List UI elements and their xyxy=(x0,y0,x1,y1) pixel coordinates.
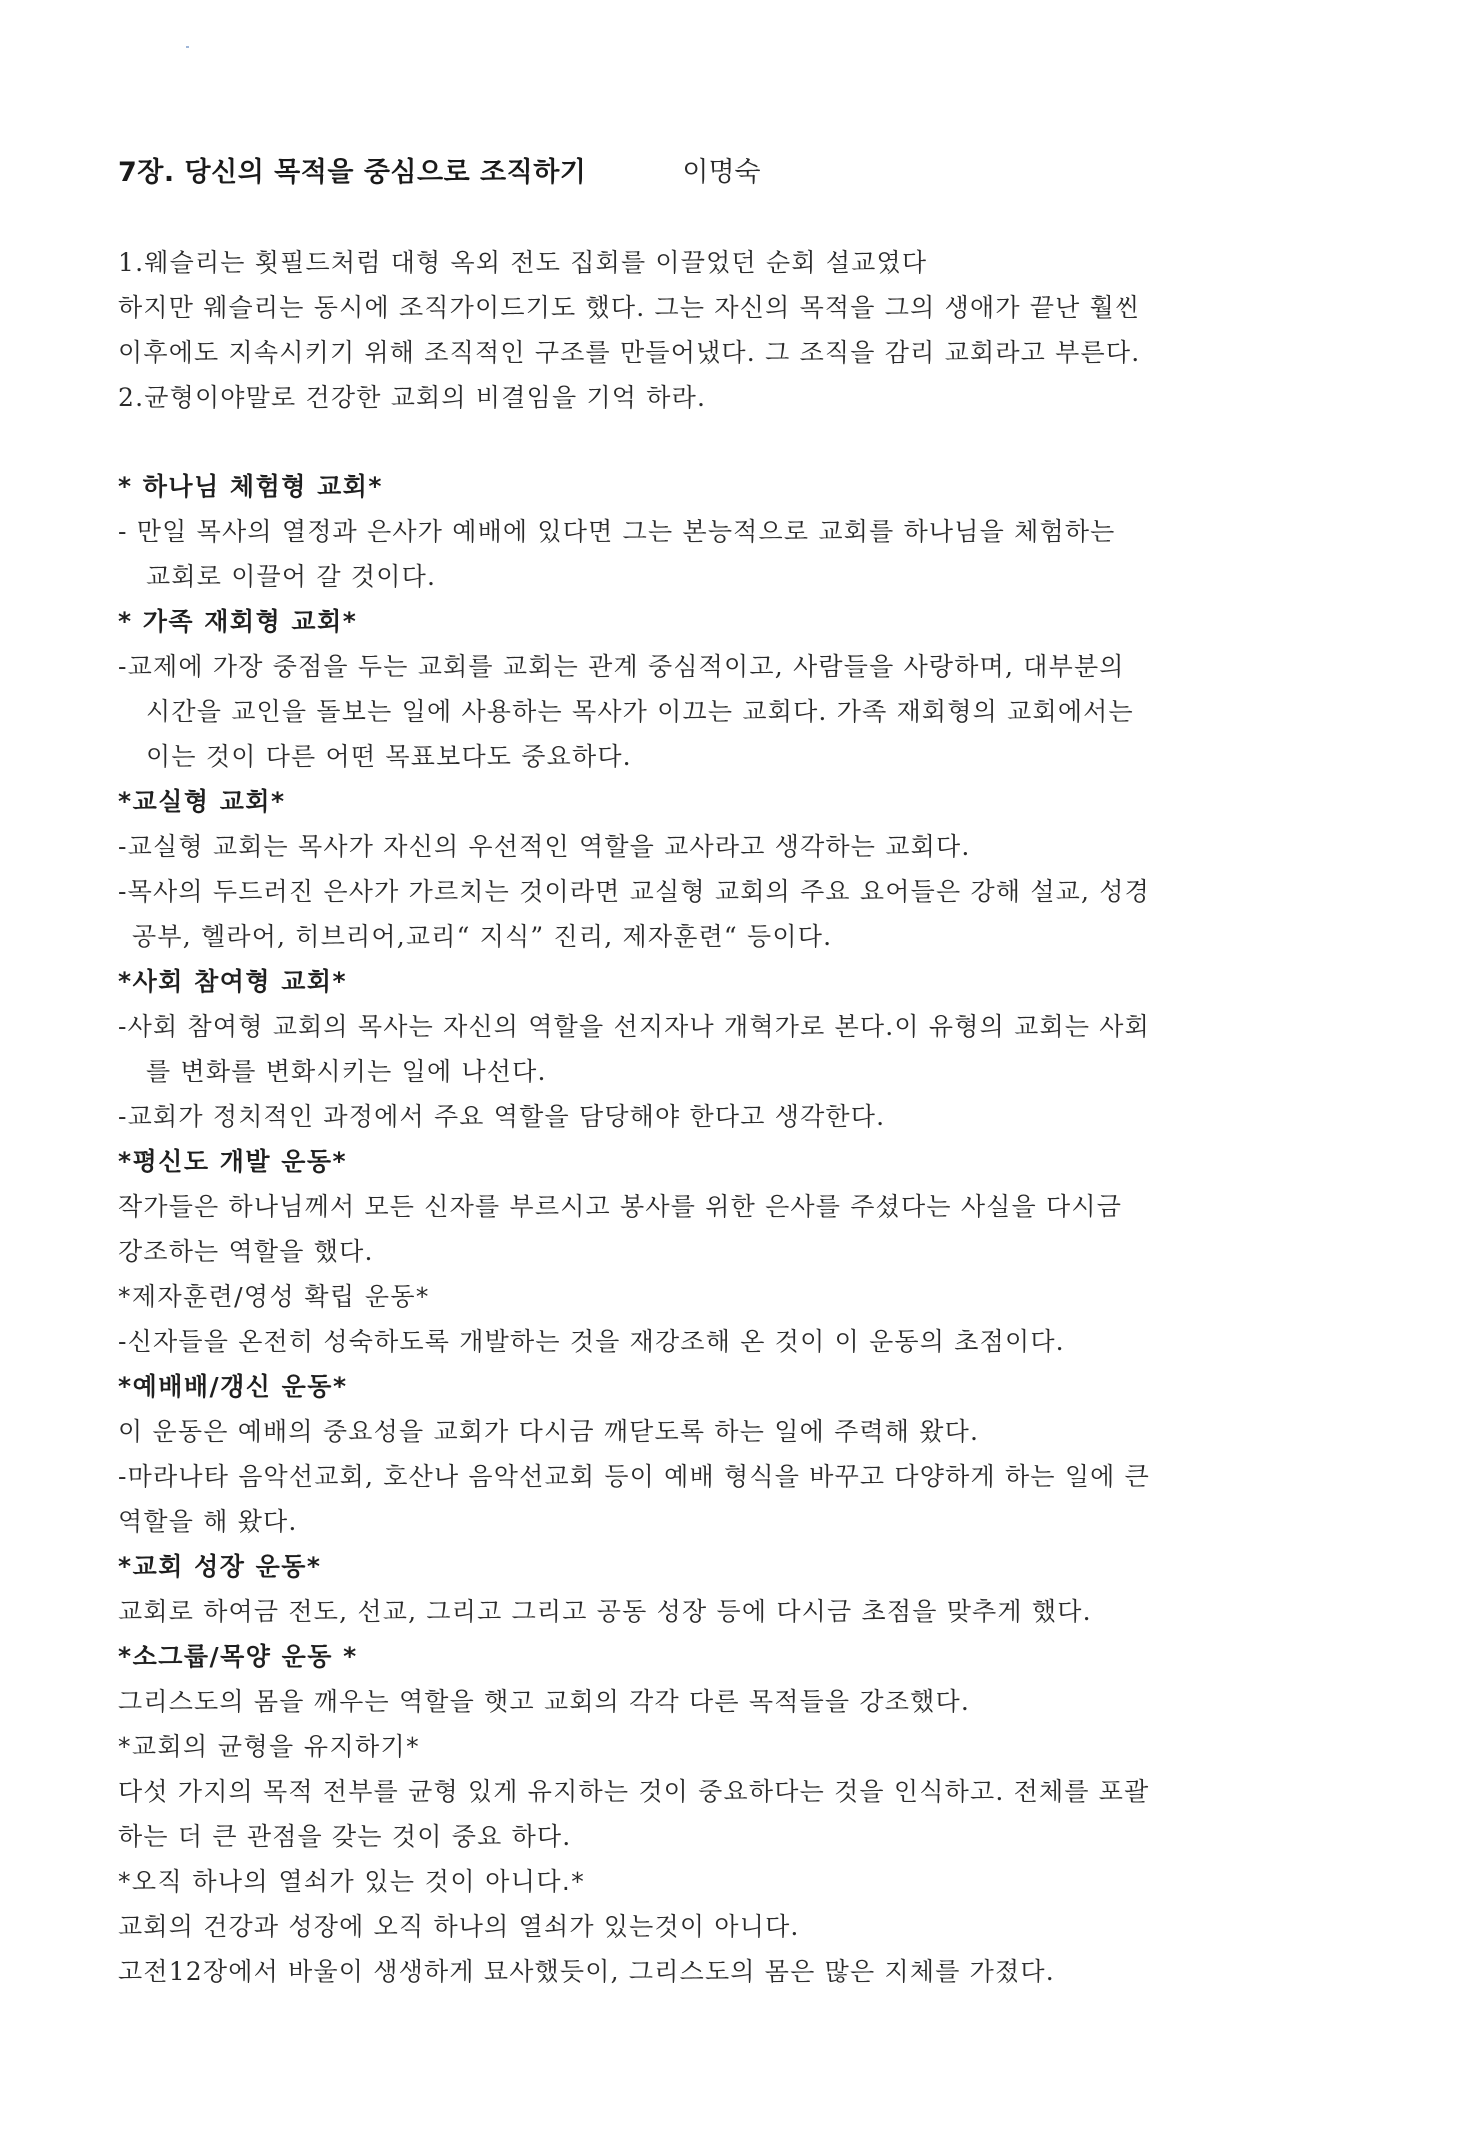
paragraph-spacer xyxy=(118,420,1333,464)
body-line: 공부, 헬라어, 히브리어,교리“ 지식” 진리, 제자훈련“ 등이다. xyxy=(132,922,833,951)
body-line: 이는 것이 다른 어떤 목표보다도 중요하다. xyxy=(146,742,632,771)
author-name: 이명숙 xyxy=(682,157,761,188)
document-title: 7장. 당신의 목적을 중심으로 조직하기 xyxy=(118,157,587,188)
body-line: -교제에 가장 중점을 두는 교회를 교회는 관계 중심적이고, 사람들을 사랑하며, 대부분의 xyxy=(118,652,1125,681)
body-line: 교회로 하여금 전도, 선교, 그리고 그리고 공동 성장 등에 다시금 초점을 맞추게 했다. xyxy=(118,1597,1092,1626)
body-line: -마라나타 음악선교회, 호산나 음악선교회 등이 예배 형식을 바꾸고 다양하게 하는 일에 큰 xyxy=(118,1462,1151,1491)
body-line: 역할을 해 왔다. xyxy=(118,1507,298,1536)
section-heading: *제자훈련/영성 확립 운동* xyxy=(118,1282,430,1311)
body-line: 다섯 가지의 목적 전부를 균형 있게 유지하는 것이 중요하다는 것을 인식하고. 전체를 포괄 xyxy=(118,1777,1150,1806)
body-line: 고전12장에서 바울이 생생하게 묘사했듯이, 그리스도의 몸은 많은 지체를 가졌다. xyxy=(118,1957,1055,1986)
intro-line: 하지만 웨슬리는 동시에 조직가이드기도 했다. 그는 자신의 목적을 그의 생애가 끝난 훨씬 xyxy=(118,293,1141,322)
section-heading: *예배배/갱신 운동* xyxy=(118,1372,348,1401)
section-heading: *사회 참여형 교회* xyxy=(118,967,348,996)
section-heading: *소그룹/목양 운동 * xyxy=(118,1642,358,1671)
intro-line: 이후에도 지속시키기 위해 조직적인 구조를 만들어냈다. 그 조직을 감리 교회라고 부른다. xyxy=(118,338,1141,367)
body-line: 그리스도의 몸을 깨우는 역할을 햇고 교회의 각각 다른 목적들을 강조했다. xyxy=(118,1687,970,1716)
body-line: 교회로 이끌어 갈 것이다. xyxy=(146,562,437,591)
body-line: 를 변화를 변화시키는 일에 나선다. xyxy=(146,1057,547,1086)
body-line: -신자들을 온전히 성숙하도록 개발하는 것을 재강조해 온 것이 이 운동의 초점이다. xyxy=(118,1327,1065,1356)
section-heading: *교회 성장 운동* xyxy=(118,1552,322,1581)
body-line: 하는 더 큰 관점을 갖는 것이 중요 하다. xyxy=(118,1822,572,1851)
section-heading: * 하나님 체험형 교회* xyxy=(118,472,383,501)
body-line: -목사의 두드러진 은사가 가르치는 것이라면 교실형 교회의 주요 요어들은 강해 설교, 성경 xyxy=(118,877,1151,906)
body-line: -사회 참여형 교회의 목사는 자신의 역할을 선지자나 개혁가로 본다.이 유형의 교회는 사회 xyxy=(118,1012,1151,1041)
section-heading: *평신도 개발 운동* xyxy=(118,1147,348,1176)
document-body xyxy=(118,240,1333,1994)
section-heading: *교실형 교회* xyxy=(118,787,286,816)
intro-line: 1.웨슬리는 횟필드처럼 대형 옥외 전도 집회를 이끌었던 순회 설교였다 xyxy=(118,248,928,277)
title-row xyxy=(118,150,761,194)
section-heading: *교회의 균형을 유지하기* xyxy=(118,1732,420,1761)
section-heading: * 가족 재회형 교회* xyxy=(118,607,358,636)
body-line: 강조하는 역할을 했다. xyxy=(118,1237,374,1266)
body-line: - 만일 목사의 열정과 은사가 예배에 있다면 그는 본능적으로 교회를 하나님을 체험하는 xyxy=(118,517,1116,546)
body-line: -교실형 교회는 목사가 자신의 우선적인 역할을 교사라고 생각하는 교회다. xyxy=(118,832,971,861)
body-line: -교회가 정치적인 과정에서 주요 역할을 담당해야 한다고 생각한다. xyxy=(118,1102,886,1131)
scan-artifact xyxy=(186,46,189,48)
section-heading: *오직 하나의 열쇠가 있는 것이 아니다.* xyxy=(118,1867,586,1896)
intro-line: 2.균형이야말로 건강한 교회의 비결임을 기억 하라. xyxy=(118,383,707,412)
body-line: 이 운동은 예배의 중요성을 교회가 다시금 깨닫도록 하는 일에 주력해 왔다. xyxy=(118,1417,980,1446)
body-line: 시간을 교인을 돌보는 일에 사용하는 목사가 이끄는 교회다. 가족 재회형의 교회에서는 xyxy=(146,697,1134,726)
body-line: 교회의 건강과 성장에 오직 하나의 열쇠가 있는것이 아니다. xyxy=(118,1912,800,1941)
body-line: 작가들은 하나님께서 모든 신자를 부르시고 봉사를 위한 은사를 주셨다는 사실을 다시금 xyxy=(118,1192,1123,1221)
